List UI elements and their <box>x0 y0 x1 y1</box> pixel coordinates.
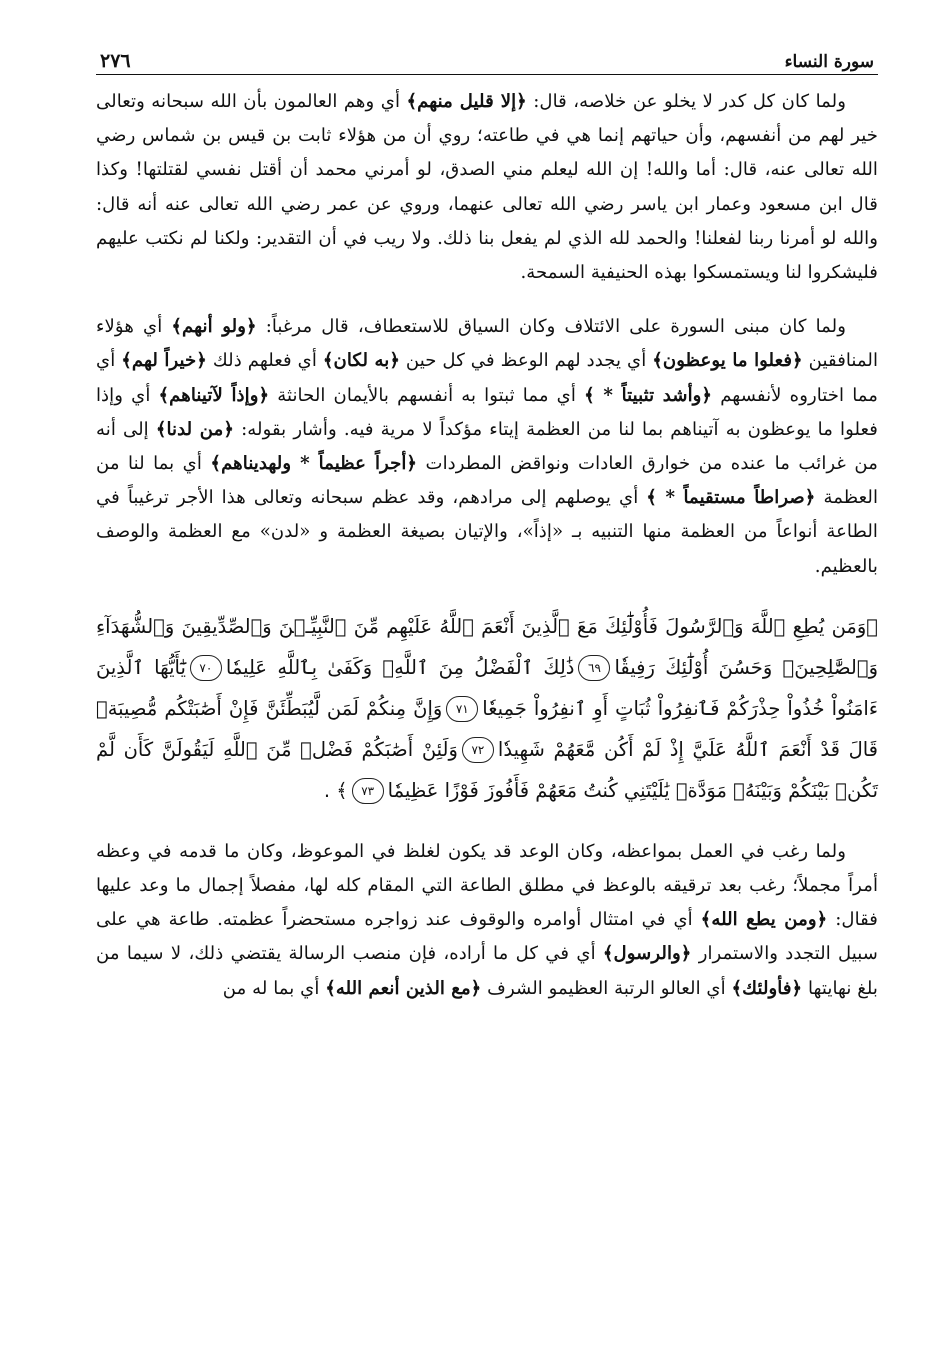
text: أي هؤلاء المنافقين <box>96 316 879 372</box>
text: أي وهم العالمون بأن الله سبحانه وتعالى خير لهم من أنفسهم، وأن حياتهم إنما هي في طاعته؛ روي أن من هؤلاء ثابت بن قيس بن شماس رضي الله تعالى عنه، قال: أما والله! إن الله ليعلم مني الصدق، لو أمرني محمد أن أقتل نفسي لقتلتها! وكذا قال ابن مسعود وعمار ابن ياسر رضي الله تعالى عنهما، وروي عن عمر رضي الله تعالى عنه أنه قال: والله لو أمرنا ربنا لفعلنا! والحمد لله الذي لم يفعل بنا ذلك. ولا ريب في أن التقدير: ولكنا لم نكتب عليهم فليشكروا لنا ويستمسكوا بهذه الحنيفية السمحة. <box>96 91 878 284</box>
text: ولما رغب في العمل بمواعظه، وكان الوعد قد يكون لغلظ في الموعوظ، وكان ما قدمه في وعظه أمراً مجملاً؛ رغب بعد ترقيقه بالوعظ في مطلق الطاعة التي المقام كله لها، مفصلاً إجمال ما وعد عليها فقال: <box>96 840 879 931</box>
text: أي في كل ما أراده، فإن منصب الرسالة يقتضي ذلك، لا سيما من بلغ نهايتها <box>96 943 878 999</box>
verse-69: وَمَن يُطِعِ ٱللَّهَ وَٱلرَّسُولَ فَأُوْلَٰٓئِكَ مَعَ ٱلَّذِينَ أَنْعَمَ ٱللَّهُ عَلَيْهِم مِّنَ ٱلنَّبِيِّـۧنَ وَٱلصِّدِّيقِينَ وَٱلشُّهَدَآءِ وَٱلصَّٰلِحِينَۚ وَحَسُنَ أُوْلَٰٓئِكَ رَفِيقٗا <box>96 614 878 679</box>
quran-quote: ﴿إلا قليل منهم﴾ <box>406 91 527 112</box>
ayah-number-marker: ٧٠ <box>190 655 222 681</box>
paragraph-1 <box>96 85 878 290</box>
verse-73: وَلَئِنْ أَصَٰبَكُمْ فَضْلٞ مِّنَ ٱللَّهِ لَيَقُولَنَّ كَأَن لَّمْ تَكُنۢ بَيْنَكُمْ وَبَيْنَهُۥ مَوَدَّةٞ يَٰلَيْتَنِي كُنتُ مَعَهُمْ فَأَفُوزَ فَوْزًا عَظِيمٗا <box>96 737 878 802</box>
quran-quote: ﴿من لدنا﴾ <box>155 418 235 440</box>
text: أي في امتثال أوامره والوقوف عند زواجره مستحضراً عظمته. طاعة هي على سبيل التجدد والاستمرار <box>96 909 878 965</box>
quran-quote: ﴿به لكان﴾ <box>322 350 400 372</box>
quran-quote: ﴿والرسول﴾ <box>602 943 692 965</box>
paragraph-2 <box>96 310 878 584</box>
text: أي يجدد لهم الوعظ في كل حين <box>399 350 653 372</box>
quran-quote: ﴿وإذاً لآتيناهم﴾ <box>158 384 270 406</box>
verse-71: يَٰٓأَيُّهَا ٱلَّذِينَ ءَامَنُواْ خُذُواْ حِذْرَكُمْ فَٱنفِرُواْ ثُبَاتٍ أَوِ ٱنفِرُواْ جَمِيعٗا <box>96 655 878 720</box>
ayah-number-marker: ٦٩ <box>578 655 610 681</box>
text: أي مما ثبتوا به أنفسهم بالأيمان الحانثة <box>269 384 585 406</box>
book-page <box>96 38 878 1328</box>
text: أي بما له من <box>222 977 326 999</box>
quran-quote: ﴿ولو أنهم﴾ <box>171 316 257 338</box>
ayah-number-marker: ٧١ <box>446 696 478 722</box>
quran-quote: ﴿ومن يطع الله﴾ <box>700 909 828 931</box>
text: أي وإذا فعلوا ما يوعظون به آتيناهم بما لنا من العظمة إيتاء مؤكداً لا مرية فيه. وأشار بقوله: <box>96 384 878 440</box>
paragraph-3 <box>96 835 878 1006</box>
verse-72: وَإِنَّ مِنكُمْ لَمَن لَّيُبَطِّئَنَّ فَإِنْ أَصَٰبَتْكُم مُّصِيبَةٞ قَالَ قَدْ أَنْعَمَ ٱللَّهُ عَلَيَّ إِذْ لَمْ أَكُن مَّعَهُمْ شَهِيدٗا <box>96 696 879 761</box>
text: أي مما اختاروه لأنفسهم <box>96 350 878 406</box>
text: ولما كان كل كدر لا يخلو عن خلاصه، قال: <box>526 91 846 112</box>
quran-quote: ﴿وأشد تثبيتاً * ﴾ <box>584 384 713 406</box>
quran-quote: ﴿أجراً عظيماً * ولهديناهم﴾ <box>210 453 418 475</box>
quran-quote: ﴿فأولئك﴾ <box>731 977 803 999</box>
page-header <box>96 38 878 75</box>
ornate-open-bracket: ﴿ <box>866 614 878 638</box>
page-number: ٢٧٦ <box>100 50 131 72</box>
text: أي بما لنا من العظمة <box>96 453 878 509</box>
verse-70: ذَٰلِكَ ٱلْفَضْلُ مِنَ ٱللَّهِۚ وَكَفَىٰ بِٱللَّهِ عَلِيمٗا <box>225 655 575 679</box>
text: ولما كان مبنى السورة على الائتلاف وكان السياق للاستعطاف، قال مرغباً: <box>256 316 846 338</box>
quran-quote: ﴿صراطاً مستقيماً * ﴾ <box>646 487 816 509</box>
ayah-number-marker: ٧٢ <box>462 737 494 763</box>
quran-quote: ﴿مع الذين أنعم الله﴾ <box>325 977 482 999</box>
text: أي فعلهم ذلك <box>206 350 323 372</box>
text: إلى أنه من غرائب ما عنده من خوارق العادات ونواقض المطردات <box>96 418 878 475</box>
quran-quote: ﴿خيراً لهم﴾ <box>121 350 207 372</box>
page-body <box>96 85 878 1006</box>
text: أي العالو الرتبة العظيمو الشرف <box>481 977 732 999</box>
quran-verses-block <box>96 606 878 811</box>
text: أي يوصلهم إلى مرادهم، وقد عظم سبحانه وتعالى هذا الأجر ترغيباً في الطاعة أنواعاً من العظمة منها التنبيه بـ «إذاً»، والإتيان بصيغة العظمة و «لدن» مع العظمة والوصف بالعظيم. <box>96 487 878 577</box>
ornate-close-bracket: ﴾ . <box>323 778 348 802</box>
quran-quote: ﴿فعلوا ما يوعظون﴾ <box>652 350 803 372</box>
surah-title: سورة النساء <box>784 52 874 72</box>
ayah-number-marker: ٧٣ <box>352 778 384 804</box>
